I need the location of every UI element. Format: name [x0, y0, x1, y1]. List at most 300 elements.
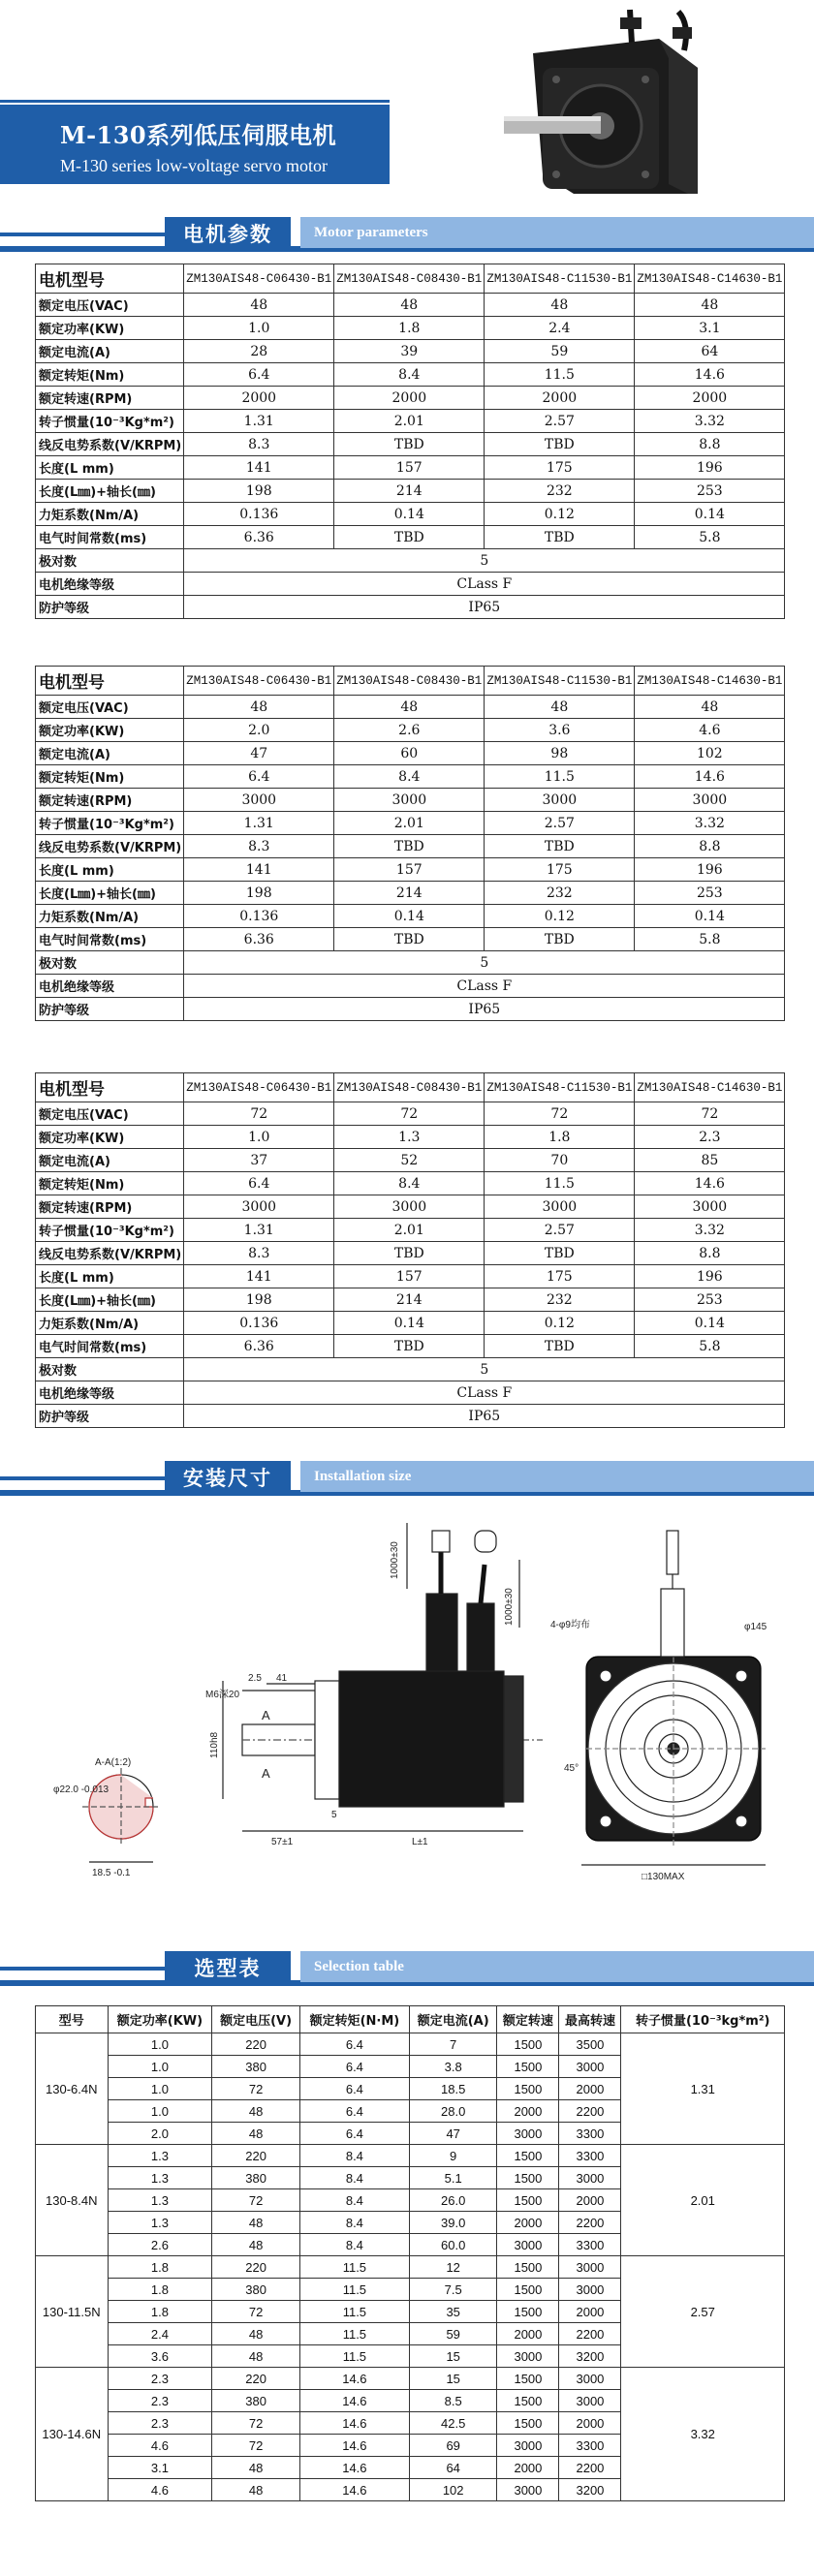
table-cell: 0.14: [334, 1312, 485, 1335]
table-cell: 52: [334, 1149, 485, 1172]
row-label: 额定电流(A): [36, 1149, 184, 1172]
row-label: 防护等级: [36, 1405, 184, 1428]
table-cell: 60.0: [409, 2234, 497, 2256]
row-label: 电机型号: [36, 667, 184, 696]
table-cell: 8.3: [184, 433, 334, 456]
table-cell: 11.5: [485, 363, 635, 387]
row-label: 电气时间常数(ms): [36, 928, 184, 951]
inertia-cell: 2.57: [621, 2256, 785, 2368]
table-cell: 48: [334, 696, 485, 719]
table-row: [36, 1405, 785, 1428]
table-cell: 8.3: [184, 1242, 334, 1265]
table-cell: 2000: [334, 387, 485, 410]
row-label: 额定电压(VAC): [36, 1102, 184, 1126]
table-cell: 72: [184, 1102, 334, 1126]
table-cell: 14.6: [299, 2412, 409, 2435]
table-cell: 2.01: [334, 410, 485, 433]
table-cell: 0.14: [334, 503, 485, 526]
table-cell: 48: [212, 2100, 300, 2123]
table-cell: 2.57: [485, 1219, 635, 1242]
table-row: [36, 765, 785, 789]
row-label: 额定转速(RPM): [36, 387, 184, 410]
table-cell: 1500: [497, 2033, 559, 2056]
table-cell: 2000: [559, 2412, 621, 2435]
table-cell: 59: [409, 2323, 497, 2345]
row-label: 额定转速(RPM): [36, 789, 184, 812]
table-cell: TBD: [485, 1242, 635, 1265]
table-cell: 2000: [559, 2301, 621, 2323]
table-row: [36, 503, 785, 526]
table-cell: 3500: [559, 2033, 621, 2056]
table-cell: 2000: [635, 387, 785, 410]
table-cell: 1.8: [108, 2301, 212, 2323]
table-cell: 6.4: [299, 2078, 409, 2100]
table-cell: 11.5: [485, 1172, 635, 1195]
table-cell: 28: [184, 340, 334, 363]
row-label: 电机绝缘等级: [36, 573, 184, 596]
table-cell: 141: [184, 858, 334, 882]
table-cell: 4.6: [108, 2479, 212, 2501]
model-name: ZM130AIS48-C11530-B1: [485, 1073, 635, 1102]
table-cell: 157: [334, 456, 485, 480]
table-cell: 12: [409, 2256, 497, 2279]
row-label: 力矩系数(Nm/A): [36, 503, 184, 526]
model-name: ZM130AIS48-C11530-B1: [485, 667, 635, 696]
table-row: [36, 2033, 785, 2056]
table-cell-merged: IP65: [184, 1405, 785, 1428]
table-row: [36, 905, 785, 928]
table-cell: 2.4: [108, 2323, 212, 2345]
table-row: [36, 975, 785, 998]
section-mark-a-bottom: A: [262, 1766, 270, 1781]
title-box: [0, 105, 390, 184]
table-cell: 3.1: [635, 317, 785, 340]
table-cell: 39: [334, 340, 485, 363]
column-header: 型号: [36, 2006, 109, 2033]
table-cell: 2.6: [334, 719, 485, 742]
dim-mount-holes: 4-φ9均布: [550, 1620, 590, 1630]
table-cell: 2200: [559, 2323, 621, 2345]
table-cell: 220: [212, 2256, 300, 2279]
table-cell: 48: [635, 696, 785, 719]
row-label: 长度(L mm): [36, 456, 184, 480]
table-cell: 3200: [559, 2479, 621, 2501]
table-cell: 2.01: [334, 812, 485, 835]
table-row: [36, 858, 785, 882]
model-cell: 130-6.4N: [36, 2033, 109, 2145]
table-cell: 3300: [559, 2145, 621, 2167]
section-title-en: Installation size: [300, 1461, 814, 1492]
table-row: [36, 1149, 785, 1172]
table-cell: 18.5: [409, 2078, 497, 2100]
table-cell: 3000: [485, 1195, 635, 1219]
row-label: 电气时间常数(ms): [36, 526, 184, 549]
row-label: 防护等级: [36, 998, 184, 1021]
table-cell: 157: [334, 1265, 485, 1288]
table-cell: 1.3: [108, 2167, 212, 2189]
dim-angle: 45°: [564, 1763, 579, 1774]
row-label: 额定电压(VAC): [36, 696, 184, 719]
inertia-cell: 1.31: [621, 2033, 785, 2145]
table-cell: TBD: [334, 526, 485, 549]
table-cell-merged: CLass F: [184, 1381, 785, 1405]
param-table-3: [35, 1072, 785, 1428]
table-cell: 72: [212, 2301, 300, 2323]
dim-shaft-dia: φ22.0 -0.013: [53, 1785, 110, 1795]
table-header-row: [36, 1073, 785, 1102]
table-cell: 175: [485, 456, 635, 480]
table-cell: 2.3: [635, 1126, 785, 1149]
table-cell: 0.14: [635, 503, 785, 526]
inertia-cell: 3.32: [621, 2368, 785, 2501]
table-cell: 7: [409, 2033, 497, 2056]
table-cell: 48: [334, 294, 485, 317]
table-cell: 3000: [559, 2368, 621, 2390]
model-name: ZM130AIS48-C08430-B1: [334, 667, 485, 696]
table-cell: 6.36: [184, 928, 334, 951]
table-cell: 6.4: [184, 363, 334, 387]
table-row: [36, 294, 785, 317]
dim-square: □130MAX: [642, 1872, 685, 1882]
table-cell: TBD: [485, 526, 635, 549]
table-cell: 2.0: [184, 719, 334, 742]
table-cell: 3000: [334, 789, 485, 812]
row-label: 额定转矩(Nm): [36, 1172, 184, 1195]
table-cell: 0.12: [485, 1312, 635, 1335]
table-cell: 3000: [497, 2234, 559, 2256]
table-cell: 175: [485, 1265, 635, 1288]
table-cell: 72: [212, 2412, 300, 2435]
table-row: [36, 1312, 785, 1335]
table-cell: 85: [635, 1149, 785, 1172]
table-cell: 48: [212, 2457, 300, 2479]
table-cell: 214: [334, 1288, 485, 1312]
table-cell: 198: [184, 480, 334, 503]
table-cell: 1.31: [184, 812, 334, 835]
selection-table: [35, 2005, 785, 2501]
table-cell: 48: [212, 2123, 300, 2145]
table-cell: 8.4: [334, 765, 485, 789]
table-cell: 8.4: [299, 2167, 409, 2189]
table-cell: 15: [409, 2368, 497, 2390]
table-cell: 26.0: [409, 2189, 497, 2212]
table-cell: 14.6: [299, 2457, 409, 2479]
table-cell-merged: CLass F: [184, 573, 785, 596]
row-label: 转子惯量(10⁻³Kg*m²): [36, 410, 184, 433]
table-cell: 0.136: [184, 503, 334, 526]
model-name: ZM130AIS48-C14630-B1: [635, 1073, 785, 1102]
table-row: [36, 410, 785, 433]
table-cell: 198: [184, 1288, 334, 1312]
model-name: ZM130AIS48-C06430-B1: [184, 667, 334, 696]
model-name: ZM130AIS48-C08430-B1: [334, 264, 485, 294]
row-label: 额定功率(KW): [36, 719, 184, 742]
table-cell: 3000: [334, 1195, 485, 1219]
table-cell: 1500: [497, 2256, 559, 2279]
table-cell: 48: [212, 2479, 300, 2501]
table-row: [36, 2368, 785, 2390]
table-cell: 2000: [497, 2100, 559, 2123]
table-cell: 1.0: [184, 1126, 334, 1149]
table-row: [36, 696, 785, 719]
table-cell: 2000: [559, 2078, 621, 2100]
table-cell: TBD: [334, 433, 485, 456]
section-title-en: Motor parameters: [300, 217, 814, 248]
table-cell: 6.4: [299, 2056, 409, 2078]
table-row: [36, 998, 785, 1021]
table-cell: 6.36: [184, 526, 334, 549]
product-title-cn: M-130系列低压伺服电机: [60, 121, 337, 149]
table-row: [36, 1358, 785, 1381]
table-cell: 2.0: [108, 2123, 212, 2145]
table-cell: 1500: [497, 2167, 559, 2189]
table-cell: 3300: [559, 2435, 621, 2457]
table-cell: 0.14: [635, 1312, 785, 1335]
table-cell: TBD: [485, 835, 635, 858]
table-cell: 8.4: [334, 1172, 485, 1195]
table-cell: 8.8: [635, 1242, 785, 1265]
table-cell: 48: [212, 2212, 300, 2234]
row-label: 额定电压(VAC): [36, 294, 184, 317]
table-row: [36, 1242, 785, 1265]
model-name: ZM130AIS48-C06430-B1: [184, 264, 334, 294]
table-cell: 4.6: [635, 719, 785, 742]
table-cell: 15: [409, 2345, 497, 2368]
table-row: [36, 340, 785, 363]
table-cell: 2.4: [485, 317, 635, 340]
table-cell: 196: [635, 1265, 785, 1288]
inertia-cell: 2.01: [621, 2145, 785, 2256]
table-cell: 253: [635, 882, 785, 905]
table-cell: 8.4: [299, 2145, 409, 2167]
table-cell: 14.6: [299, 2479, 409, 2501]
table-cell: 3.32: [635, 812, 785, 835]
table-cell: 220: [212, 2145, 300, 2167]
table-cell: 48: [485, 696, 635, 719]
table-cell: 11.5: [299, 2323, 409, 2345]
table-cell: TBD: [334, 1335, 485, 1358]
table-cell: 64: [409, 2457, 497, 2479]
row-label: 电机型号: [36, 1073, 184, 1102]
dim-pcd: φ145: [744, 1622, 767, 1632]
table-cell: 2000: [559, 2189, 621, 2212]
dim-keyway: 18.5 -0.1: [92, 1868, 131, 1878]
table-cell: 98: [485, 742, 635, 765]
table-cell: 48: [212, 2234, 300, 2256]
dim-41: 41: [276, 1673, 288, 1684]
table-cell: 48: [184, 696, 334, 719]
table-row: [36, 1126, 785, 1149]
table-cell: 1.31: [184, 410, 334, 433]
table-cell: 1.0: [108, 2056, 212, 2078]
table-cell: 1.8: [108, 2256, 212, 2279]
table-cell: 1.0: [108, 2078, 212, 2100]
table-cell: TBD: [485, 1335, 635, 1358]
model-name: ZM130AIS48-C11530-B1: [485, 264, 635, 294]
table-cell: 11.5: [299, 2345, 409, 2368]
table-row: [36, 1195, 785, 1219]
table-row: [36, 1102, 785, 1126]
table-header-row: [36, 667, 785, 696]
table-row: [36, 1265, 785, 1288]
table-cell: 72: [334, 1102, 485, 1126]
table-cell: TBD: [334, 835, 485, 858]
table-row: [36, 363, 785, 387]
table-cell: 232: [485, 480, 635, 503]
table-cell: 3000: [559, 2390, 621, 2412]
table-cell: 14.6: [299, 2435, 409, 2457]
table-cell: 14.6: [635, 363, 785, 387]
table-cell: TBD: [334, 928, 485, 951]
table-cell: 72: [212, 2189, 300, 2212]
section-a-a-label: A-A(1:2): [95, 1757, 132, 1768]
table-cell-merged: 5: [184, 1358, 785, 1381]
table-cell: 1500: [497, 2412, 559, 2435]
column-header: 额定功率(KW): [108, 2006, 212, 2033]
table-cell: TBD: [334, 1242, 485, 1265]
table-cell: 3.32: [635, 1219, 785, 1242]
table-cell: 3000: [497, 2123, 559, 2145]
table-cell: 232: [485, 882, 635, 905]
table-cell: 72: [635, 1102, 785, 1126]
row-label: 长度(L mm): [36, 1265, 184, 1288]
section-header-select: [0, 1951, 814, 1986]
dim-l: L±1: [412, 1837, 428, 1847]
column-header: 额定转矩(N·M): [299, 2006, 409, 2033]
table-cell: 3200: [559, 2345, 621, 2368]
table-cell: 2.3: [108, 2390, 212, 2412]
row-label: 线反电势系数(V/KRPM): [36, 433, 184, 456]
section-title-cn: 安装尺寸: [165, 1461, 291, 1496]
table-cell: 2.6: [108, 2234, 212, 2256]
table-cell: 0.136: [184, 905, 334, 928]
table-cell: 6.36: [184, 1335, 334, 1358]
table-cell: 47: [184, 742, 334, 765]
table-cell: 6.4: [299, 2123, 409, 2145]
table-cell: 6.4: [184, 1172, 334, 1195]
table-cell: 232: [485, 1288, 635, 1312]
table-cell: 69: [409, 2435, 497, 2457]
table-cell: 0.12: [485, 905, 635, 928]
table-cell: 4.6: [108, 2435, 212, 2457]
row-label: 电气时间常数(ms): [36, 1335, 184, 1358]
table-row: [36, 526, 785, 549]
model-cell: 130-14.6N: [36, 2368, 109, 2501]
table-cell: 42.5: [409, 2412, 497, 2435]
row-label: 额定转矩(Nm): [36, 765, 184, 789]
table-cell: 5.1: [409, 2167, 497, 2189]
row-label: 防护等级: [36, 596, 184, 619]
table-cell-merged: IP65: [184, 998, 785, 1021]
row-label: 极对数: [36, 1358, 184, 1381]
table-cell: 48: [212, 2323, 300, 2345]
table-row: [36, 1219, 785, 1242]
table-cell: 48: [635, 294, 785, 317]
table-cell: 0.12: [485, 503, 635, 526]
model-name: ZM130AIS48-C14630-B1: [635, 264, 785, 294]
section-header-install: [0, 1461, 814, 1496]
table-cell: 2.3: [108, 2368, 212, 2390]
table-cell: 48: [212, 2345, 300, 2368]
table-cell: 102: [409, 2479, 497, 2501]
column-header: 额定转速: [497, 2006, 559, 2033]
table-cell: 141: [184, 1265, 334, 1288]
table-cell: 175: [485, 858, 635, 882]
table-cell: 5.8: [635, 1335, 785, 1358]
table-cell: 2200: [559, 2457, 621, 2479]
table-cell: 7.5: [409, 2279, 497, 2301]
installation-drawing: [0, 1511, 814, 1928]
model-name: ZM130AIS48-C14630-B1: [635, 667, 785, 696]
row-label: 长度(L㎜)+轴长(㎜): [36, 882, 184, 905]
table-cell: 14.6: [635, 1172, 785, 1195]
row-label: 电机型号: [36, 264, 184, 294]
table-cell: 1500: [497, 2368, 559, 2390]
table-cell: 1500: [497, 2189, 559, 2212]
table-cell: 2000: [184, 387, 334, 410]
table-cell-merged: 5: [184, 549, 785, 573]
table-cell: 28.0: [409, 2100, 497, 2123]
table-cell: 2.01: [334, 1219, 485, 1242]
table-cell: 14.6: [635, 765, 785, 789]
table-cell: 3.6: [485, 719, 635, 742]
row-label: 极对数: [36, 951, 184, 975]
table-cell: 3000: [497, 2435, 559, 2457]
table-cell: 2000: [497, 2323, 559, 2345]
table-cell-merged: CLass F: [184, 975, 785, 998]
table-cell: 2.57: [485, 812, 635, 835]
row-label: 额定电流(A): [36, 340, 184, 363]
table-row: [36, 882, 785, 905]
table-cell: 3000: [184, 1195, 334, 1219]
table-cell: 3000: [559, 2167, 621, 2189]
model-cell: 130-8.4N: [36, 2145, 109, 2256]
row-label: 线反电势系数(V/KRPM): [36, 1242, 184, 1265]
table-cell: 198: [184, 882, 334, 905]
table-cell: 3300: [559, 2234, 621, 2256]
table-cell: 2.57: [485, 410, 635, 433]
table-header-row: [36, 264, 785, 294]
hero-banner: [0, 0, 814, 194]
table-row: [36, 480, 785, 503]
table-cell: 1.3: [108, 2189, 212, 2212]
dim-2-5: 2.5: [248, 1673, 262, 1684]
table-cell: 1.8: [334, 317, 485, 340]
table-row: [36, 1172, 785, 1195]
table-cell: 3000: [497, 2479, 559, 2501]
table-cell: 3.1: [108, 2457, 212, 2479]
table-cell: 220: [212, 2368, 300, 2390]
model-cell: 130-11.5N: [36, 2256, 109, 2368]
table-cell: 1.8: [485, 1126, 635, 1149]
table-cell: 5.8: [635, 928, 785, 951]
table-cell: 1.0: [108, 2100, 212, 2123]
table-cell: 72: [212, 2078, 300, 2100]
table-cell: 253: [635, 480, 785, 503]
table-cell: 11.5: [299, 2256, 409, 2279]
table-cell: TBD: [485, 433, 635, 456]
table-cell: 37: [184, 1149, 334, 1172]
table-row: [36, 928, 785, 951]
table-cell: 2000: [497, 2457, 559, 2479]
row-label: 力矩系数(Nm/A): [36, 1312, 184, 1335]
table-cell: 0.14: [334, 905, 485, 928]
table-cell: 14.6: [299, 2390, 409, 2412]
table-cell: 1.0: [108, 2033, 212, 2056]
table-cell: 141: [184, 456, 334, 480]
table-cell: 11.5: [299, 2279, 409, 2301]
table-cell: 6.4: [299, 2033, 409, 2056]
